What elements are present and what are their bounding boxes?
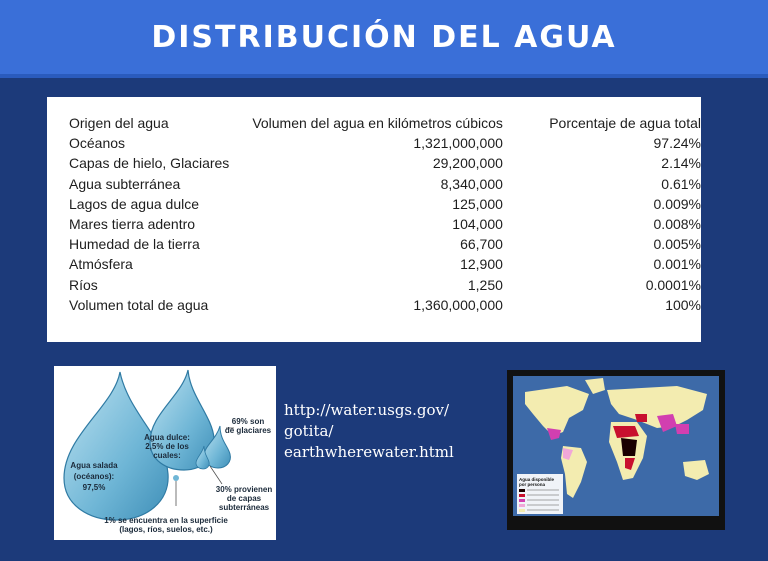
surface-water-droplet	[173, 475, 179, 481]
north-africa-red	[613, 426, 639, 438]
cell-origin: Mares tierra adentro	[69, 216, 196, 233]
source-link-line-2[interactable]: gotita/	[284, 422, 334, 440]
water-distribution-table	[69, 113, 701, 315]
legend-swatch-magenta	[519, 499, 525, 502]
surface-label-line-1: 1% se encuentra en la superficie	[104, 516, 228, 525]
source-link-line-3[interactable]: earthwherewater.html	[284, 443, 454, 461]
fresh-label-line-1: Agua dulce:	[144, 433, 190, 442]
header-origin: Origen del agua	[69, 115, 169, 132]
cell-volume: 104,000	[452, 216, 503, 233]
cell-percentage: 0.009%	[653, 195, 701, 212]
source-link[interactable]	[284, 400, 484, 463]
legend-title-line-2: por persona	[519, 482, 546, 487]
cell-origin: Lagos de agua dulce	[69, 195, 199, 212]
source-link-line-1[interactable]: http://water.usgs.gov/	[284, 401, 450, 419]
table-row	[69, 234, 701, 254]
cell-origin: Humedad de la tierra	[69, 236, 200, 253]
legend-title-line-1: Agua disponible	[519, 477, 555, 482]
cell-origin: Ríos	[69, 276, 98, 293]
legend-swatch-yellow	[519, 509, 525, 512]
cell-percentage: 0.0001%	[645, 276, 701, 293]
cell-percentage: 97.24%	[653, 135, 701, 152]
cell-volume: 1,250	[467, 276, 503, 293]
glaciers-label-line-2: de glaciares	[224, 426, 272, 435]
groundwater-label-line-2: de capas	[226, 494, 262, 503]
salt-label-line-3: 97,5%	[82, 483, 106, 492]
water-table-card	[47, 97, 701, 342]
fresh-label-line-2: 2,5% de los	[145, 442, 189, 451]
cell-percentage: 2.14%	[661, 155, 701, 172]
table-row	[69, 133, 701, 153]
cell-volume: 8,340,000	[440, 175, 503, 192]
middle-east-red	[635, 414, 647, 422]
cell-origin: Agua subterránea	[69, 175, 181, 192]
header-percentage: Porcentaje de agua total	[549, 115, 701, 132]
legend-swatch-pink	[519, 504, 525, 507]
table-row	[69, 194, 701, 214]
header-volume: Volumen del agua en kilómetros cúbicos	[252, 115, 503, 132]
cell-volume: 125,000	[452, 195, 503, 212]
cell-origin: Volumen total de agua	[69, 296, 209, 313]
cell-volume: 66,700	[460, 236, 503, 253]
cell-origin: Océanos	[69, 135, 126, 152]
table-row	[69, 275, 701, 295]
water-drops-svg	[54, 366, 276, 540]
cell-volume: 1,360,000,000	[413, 296, 503, 313]
glaciers-label-line-1: 69% son	[231, 417, 265, 426]
salt-label-line-2: (océanos):	[73, 472, 115, 481]
fresh-label-line-3: cuales:	[153, 451, 181, 460]
legend-swatch-dark	[519, 489, 525, 492]
table-total-row	[69, 295, 701, 315]
cell-percentage: 100%	[665, 296, 701, 313]
world-map-svg	[507, 370, 725, 530]
table-row	[69, 214, 701, 234]
cell-percentage: 0.61%	[661, 175, 701, 192]
table-row	[69, 174, 701, 194]
groundwater-pointer-line	[210, 466, 222, 484]
cell-percentage: 0.001%	[653, 256, 701, 273]
cell-volume: 29,200,000	[432, 155, 503, 172]
water-drops-illustration	[54, 366, 276, 540]
table-row	[69, 254, 701, 274]
se-asia-magenta	[675, 424, 689, 434]
cell-origin: Capas de hielo, Glaciares	[69, 155, 230, 172]
surface-label-line-2: (lagos, ríos, suelos, etc.)	[119, 525, 213, 534]
groundwater-label-line-3: subterráneas	[218, 503, 270, 512]
cell-volume: 1,321,000,000	[413, 135, 503, 152]
salt-label-line-1: Agua salada	[70, 461, 118, 470]
groundwater-label-line-1: 30% provienen	[215, 485, 273, 494]
world-water-map	[507, 370, 725, 530]
table-row	[69, 153, 701, 173]
cell-volume: 12,900	[460, 256, 503, 273]
table-header-row	[69, 113, 701, 133]
title-bar	[0, 0, 768, 78]
cell-percentage: 0.005%	[653, 236, 701, 253]
legend-swatch-red	[519, 494, 525, 497]
cell-origin: Atmósfera	[69, 256, 133, 273]
central-africa-dark	[621, 438, 637, 456]
slide-title: DISTRIBUCIÓN DEL AGUA	[151, 19, 617, 55]
cell-percentage: 0.008%	[653, 216, 701, 233]
